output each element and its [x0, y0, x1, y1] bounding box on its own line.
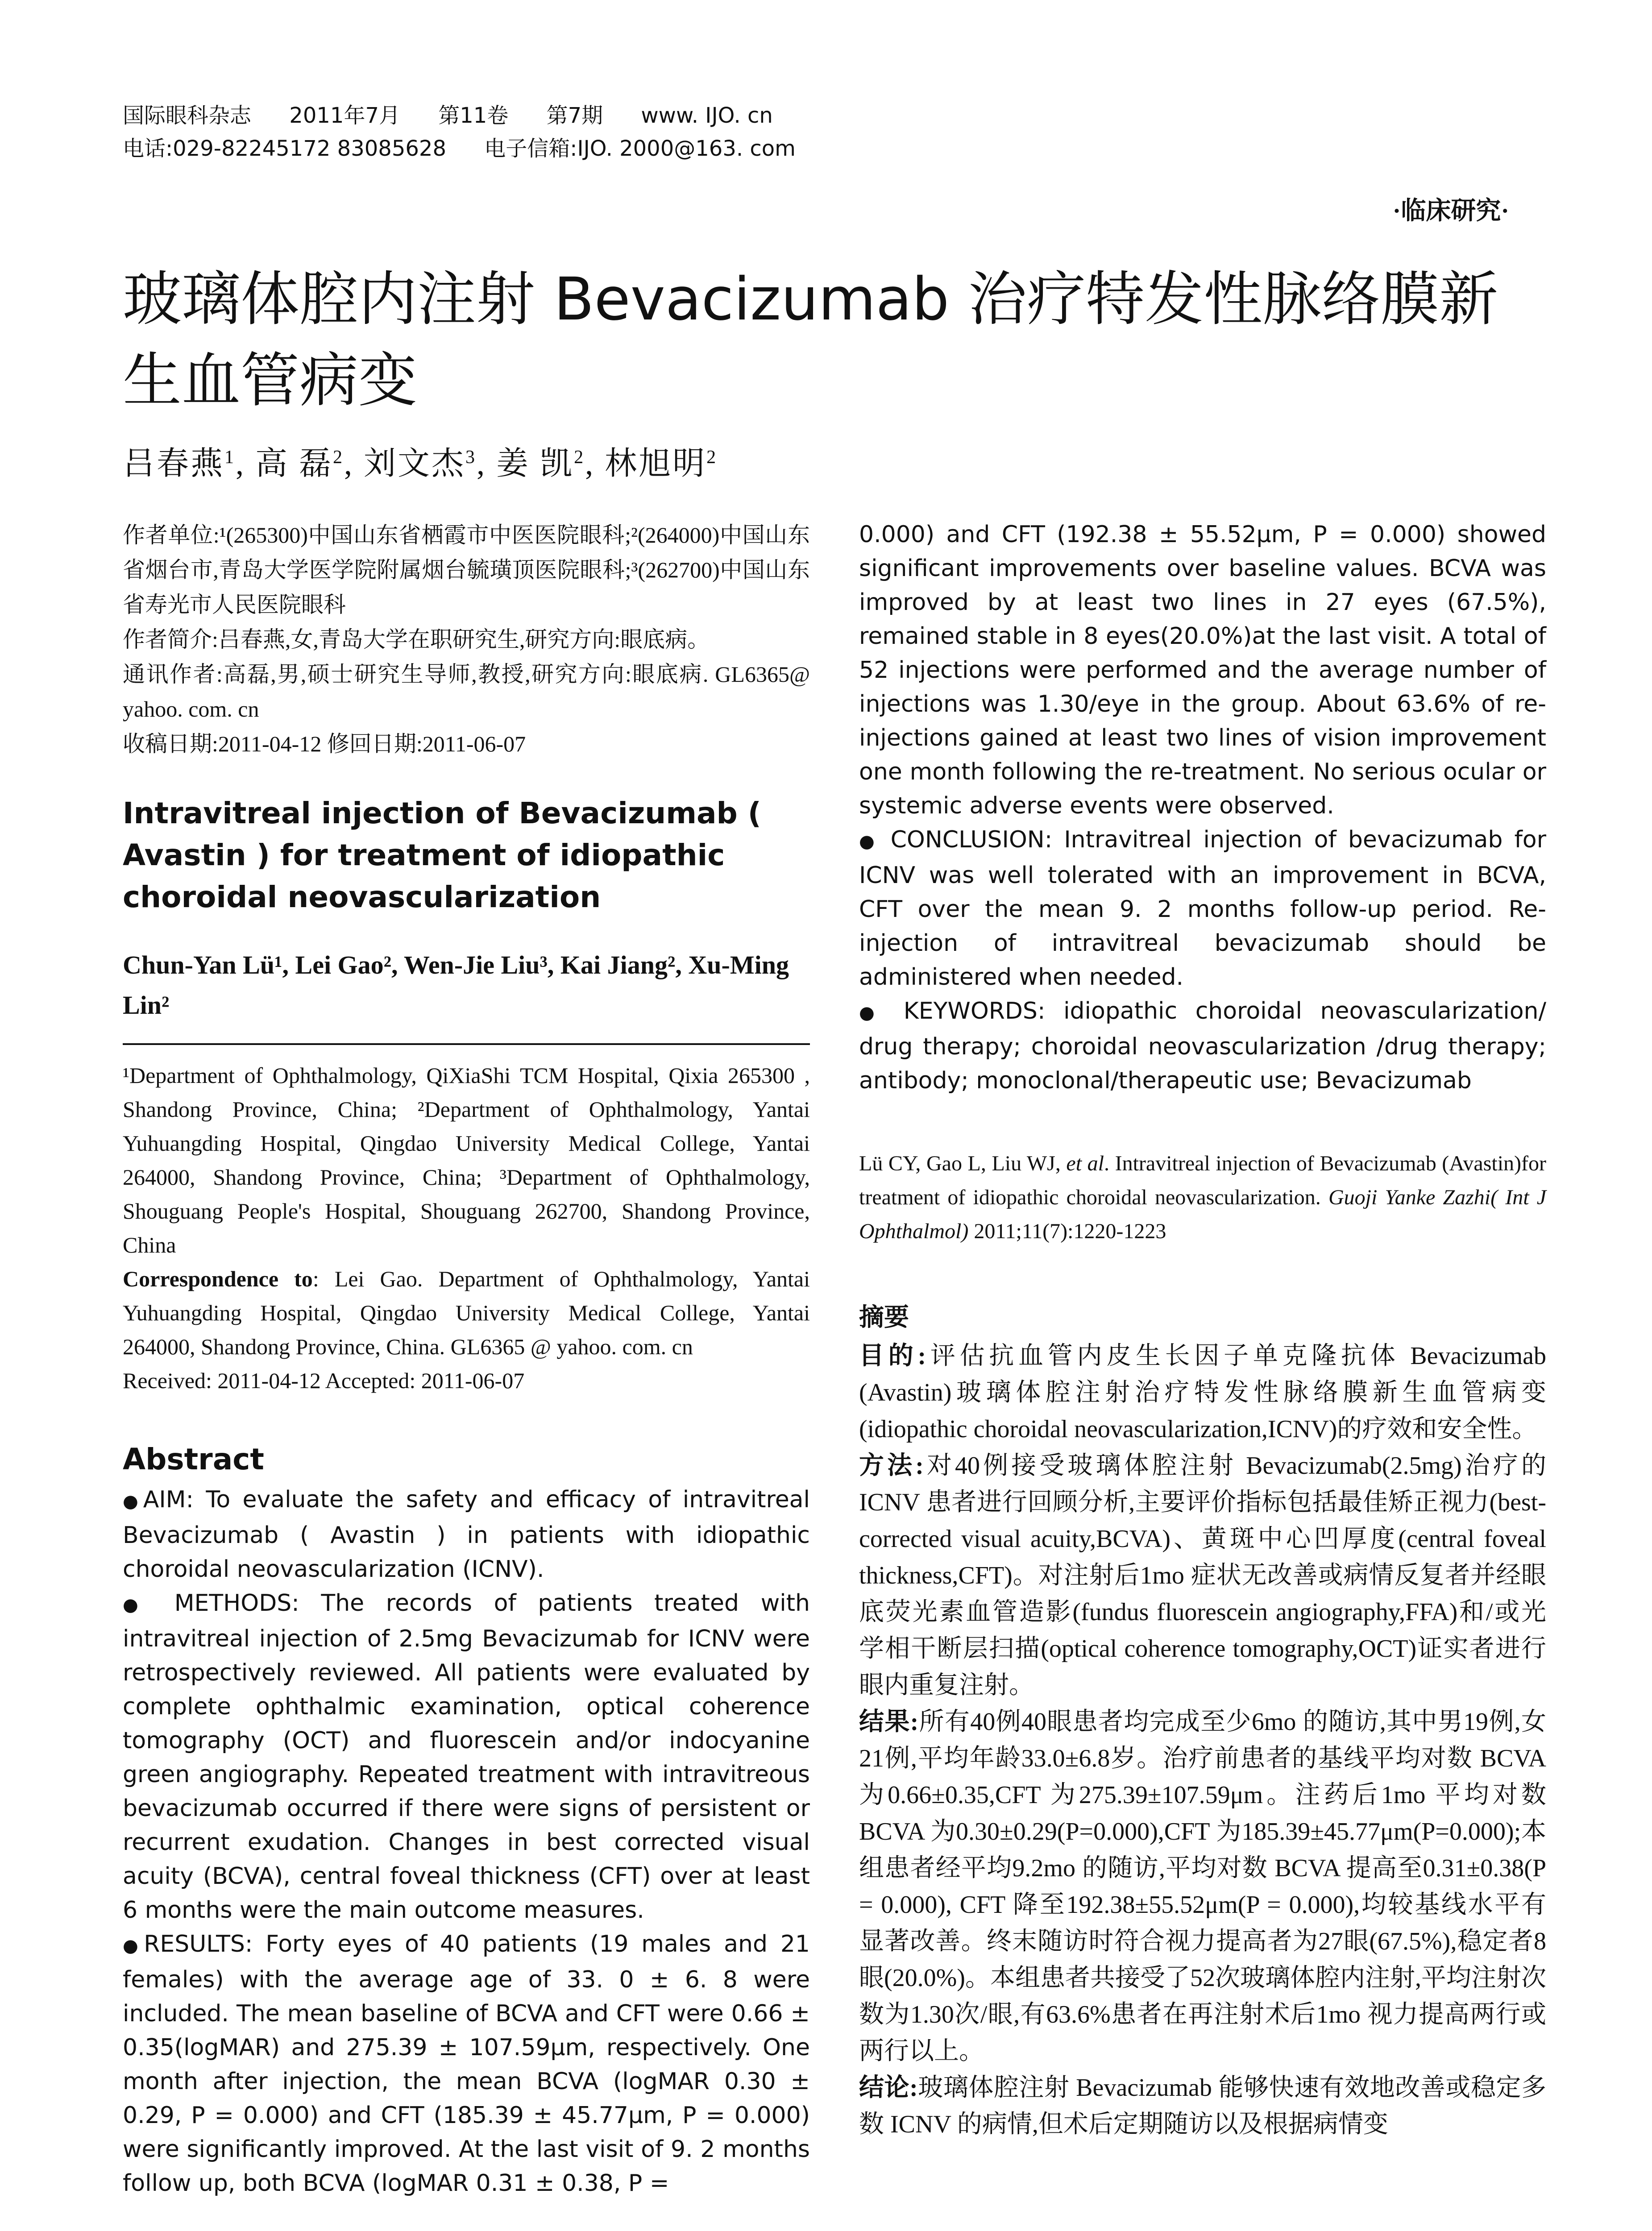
author-5-sup: 2 [706, 447, 718, 468]
english-title: Intravitreal injection of Bevacizumab ( Avastin ) for treatment of idiopathic choroidal neovascularization [123, 796, 761, 914]
aim-text: : To evaluate the safety and efficacy of intravitreal Bevacizumab ( Avastin ) in patients with idiopathic choroidal neovascularization (ICNV). [123, 1486, 810, 1583]
website: www. IJO. cn [641, 103, 773, 128]
results-label: RESULTS [144, 1931, 245, 1957]
english-authors: Chun-Yan Lü¹, Lei Gao², Wen-Jie Liu³, Kai Jiang², Xu-Ming Lin² [123, 950, 789, 1020]
left-column [123, 518, 810, 2200]
citation-etal: et al [1066, 1152, 1104, 1175]
author-1-sup: 1 [224, 447, 236, 468]
email: 电子信箱:IJO. 2000@163. com [484, 136, 796, 161]
phone: 电话:029-82245172 83085628 [123, 136, 446, 161]
bullet-icon: ● [859, 831, 879, 852]
methods-label: METHODS [174, 1590, 292, 1617]
corresponding-author-cn: 通讯作者:高磊,男,硕士研究生导师,教授,研究方向:眼底病. GL6365@ yahoo. com. cn [123, 662, 810, 722]
divider [123, 1043, 810, 1045]
author-info-cn [123, 518, 810, 761]
contact-line [123, 132, 1542, 165]
correspondence-text: : Lei Gao. Department of Ophthalmology, Yantai Yuhuangding Hospital, Qingdao University Medical College, Yantai 264000, Shandong Province, China. GL6365 @ yahoo. com. cn [123, 1266, 810, 1359]
conclusion-text: : Intravitreal injection of bevacizumab for ICNV was well tolerated with an improvement in BCVA, CFT over the mean 9. 2 months follow-up period. Re-injection of intravitreal bevacizumab should be administered when needed. [859, 826, 1547, 991]
citation-volume: 2011;11(7):1220-1223 [968, 1219, 1166, 1243]
correspondence-label: Correspondence to [123, 1266, 313, 1291]
correspondence [123, 1262, 810, 1364]
aim-label: AIM [143, 1486, 186, 1513]
journal-name: 国际眼科杂志 [123, 103, 252, 128]
citation-authors: Lü CY, Gao L, Liu WJ, [859, 1152, 1067, 1175]
bullet-icon: ● [859, 1003, 886, 1023]
citation [859, 1147, 1546, 1248]
author-3: 刘文杰 [364, 446, 466, 481]
zh-results-text: 所有40例40眼患者均完成至少6mo 的随访,其中男19例,女21例,平均年龄33.0±6.8岁。治疗前患者的基线平均对数 BCVA 为0.66±0.35,CFT 为275.39±107.59μm。注药后1mo 平均对数 BCVA 为0.30±0.29(P=0.000),CFT 为185.39±45.77μm(P=0.000);本组患者经平均9.2mo 的随访,平均对数 BCVA 提高至0.31±0.38(P = 0.000), CFT 降至192.38±55.52μm(P = 0.000),均较基线水平有显著改善。终末随访时符合视力提高者为27眼(67.5%),稳定者8眼(20.0%)。本组患者共接受了52次玻璃体腔内注射,平均注射次数为1.30次/眼,有63.6%患者在再注射术后1mo 视力提高两行或两行以上。 [859, 1708, 1547, 2065]
zh-methods-label: 方法: [859, 1452, 924, 1480]
authors-cn: 吕春燕$^1$, 高 磊$^2$, 刘文杰$^3$, 姜 凯$^2$, 林旭明$^2$ [123, 446, 718, 481]
bullet-icon: ● [123, 1936, 144, 1956]
author-3-sup: 3 [465, 447, 477, 468]
received-accepted: Received: 2011-04-12 Accepted: 2011-06-07 [123, 1368, 525, 1393]
author-4: 姜 凯 [496, 446, 574, 481]
author-2-sup: 2 [333, 447, 345, 468]
zh-methods [859, 1447, 1546, 1704]
article-title: 玻璃体腔内注射 Bevacizumab 治疗特发性脉络膜新生血管病变 [123, 265, 1498, 415]
right-column [859, 518, 1546, 2143]
author-bio: 作者简介:吕春燕,女,青岛大学在职研究生,研究方向:眼底病。 [123, 627, 710, 652]
conclusion-label: CONCLUSION [890, 826, 1045, 853]
abstract-methods [123, 1586, 810, 1927]
issue-date: 2011年7月 [289, 103, 400, 128]
author-1: 吕春燕 [123, 446, 225, 481]
abstract-aim [123, 1483, 810, 1586]
author-2: 高 磊 [255, 446, 333, 481]
zh-methods-text: 对40例接受玻璃体腔注射 Bevacizumab(2.5mg)治疗的 ICNV 患者进行回顾分析,主要评价指标包括最佳矫正视力(best-corrected visual acuity,BCVA)、黄斑中心凹厚度(central foveal thickness,CFT)。对注射后1mo 症状无改善或病情反复者并经眼底荧光素血管造影(fundus fluorescein angiography,FFA)和/或光学相干断层扫描(optical coherence tomography,OCT)证实者进行眼内重复注射。 [859, 1452, 1546, 1699]
running-head [123, 99, 1542, 165]
abstract-results-part1 [123, 1927, 810, 2200]
abstract-keywords [859, 994, 1546, 1098]
zh-results-label: 结果: [859, 1708, 919, 1736]
bullet-icon: ● [123, 1595, 153, 1615]
zh-conclusion-label: 结论: [859, 2074, 918, 2102]
abstract-conclusion [859, 823, 1546, 994]
keywords-text: : idiopathic choroidal neovascularization/ drug therapy; choroidal neovascularization /drug therapy; antibody; monoclonal/therapeutic use; Bevacizumab [859, 998, 1547, 1094]
results-text-left: : Forty eyes of 40 patients (19 males and 21 females) with the average age of 33. 0 ± 6. 8 were included. The mean baseline of BCVA and CFT were 0.66 ± 0.35(logMAR) and 275.39 ± 107.59μm, respectively. One month after injection, the mean BCVA (logMAR 0.30 ± 0.29, P = 0.000) and CFT (185.39 ± 45.77μm, P = 0.000) were significantly improved. At the last visit of 9. 2 months follow up, both BCVA (logMAR 0.31 ± 0.38, P = [123, 1931, 810, 2197]
zh-abstract-heading: 摘要 [859, 1303, 909, 1332]
zh-aim [859, 1338, 1546, 1447]
author-units: 作者单位:¹(265300)中国山东省栖霞市中医医院眼科;²(264000)中国山东省烟台市,青岛大学医学院附属烟台毓璜顶医院眼科;³(262700)中国山东省寿光市人民医院眼科 [123, 523, 810, 617]
dates-cn: 收稿日期:2011-04-12 修回日期:2011-06-07 [123, 731, 526, 756]
zh-results [859, 1704, 1546, 2069]
section-tag: ·临床研究· [1392, 197, 1509, 225]
keywords-label: KEYWORDS [903, 998, 1038, 1024]
zh-aim-label: 目的: [859, 1342, 926, 1370]
zh-conclusion-text: 玻璃体腔注射 Bevacizumab 能够快速有效地改善或稳定多数 ICNV 的病情,但术后定期随访以及根据病情变 [859, 2074, 1546, 2138]
volume: 第11卷 [438, 103, 509, 128]
methods-text: : The records of patients treated with intravitreal injection of 2.5mg Bevacizumab for ICNV were retrospectively reviewed. All patients were evaluated by complete ophthalmic examination, optical coherence tomography (OCT) and fluorescein and/or indocyanine green angiography. Repeated treatment with intravitreous bevacizumab occurred if there were signs of persistent or recurrent exudation. Changes in best corrected visual acuity (BCVA), central foveal thickness (CFT) over at least 6 months were the main outcome measures. [123, 1590, 810, 1924]
journal-line [123, 99, 1542, 132]
affiliation: ¹Department of Ophthalmology, QiXiaShi TCM Hospital, Qixia 265300 , Shandong Province, China; ²Department of Ophthalmology, Yantai Yuhuangding Hospital, Qingdao University Medical College, Yantai 264000, Shandong Province, China; ³Department of Ophthalmology, Shouguang People's Hospital, Shouguang 262700, Shandong Province, China [123, 1063, 810, 1257]
bullet-icon: ● [123, 1491, 143, 1512]
author-5: 林旭明 [605, 446, 707, 481]
zh-conclusion [859, 2069, 1546, 2143]
abstract-results-part2: 0.000) and CFT (192.38 ± 55.52μm, P = 0.000) showed significant improvements over baseline values. BCVA was improved by at least two lines in 27 eyes (67.5%), remained stable in 8 eyes(20.0%)at the last visit. A total of 52 injections were performed and the average number of injections was 1.30/eye in the group. About 63.6% of re-injections gained at least two lines of vision improvement one month following the re-treatment. No serious ocular or systemic adverse events were observed. [859, 521, 1546, 819]
abstract-heading: Abstract [123, 1442, 264, 1476]
citation-journal: Guoji Yanke Zazhi( Int J Ophthalmol) [859, 1186, 1547, 1243]
issue-number: 第7期 [546, 103, 603, 128]
author-4-sup: 2 [574, 447, 585, 468]
zh-aim-text: 评估抗血管内皮生长因子单克隆抗体 Bevacizumab (Avastin)玻璃体腔注射治疗特发性脉络膜新生血管病变(idiopathic choroidal neovascularization,ICNV)的疗效和安全性。 [859, 1342, 1546, 1443]
citation-title: . Intravitreal injection of Bevacizumab (Avastin)for treatment of idiopathic choroidal neovascularization. [859, 1152, 1547, 1209]
